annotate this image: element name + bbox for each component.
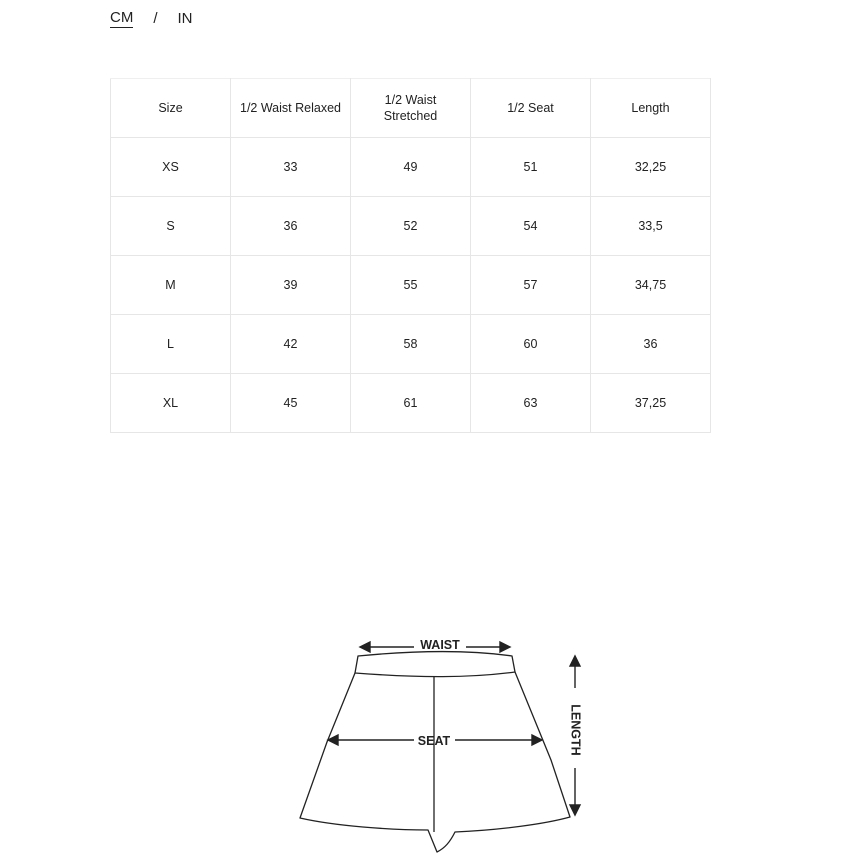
cell-seat: 63 <box>471 374 591 433</box>
cell-waist-relaxed: 45 <box>231 374 351 433</box>
unit-in-button[interactable]: IN <box>177 9 193 27</box>
shorts-outline-shape <box>300 672 570 852</box>
cell-waist-relaxed: 33 <box>231 138 351 197</box>
cell-seat: 57 <box>471 256 591 315</box>
cell-waist-relaxed: 36 <box>231 197 351 256</box>
table-row <box>111 315 711 374</box>
table-header-row <box>111 79 711 138</box>
table-row <box>111 256 711 315</box>
waist-arrow-left-icon <box>360 642 370 652</box>
table-row <box>111 374 711 433</box>
cell-size: XS <box>111 138 231 197</box>
waist-arrow-right-icon <box>500 642 510 652</box>
header-waist-stretched: 1/2 Waist Stretched <box>351 79 471 138</box>
length-arrow-down-icon <box>570 805 580 815</box>
cell-waist-stretched: 55 <box>351 256 471 315</box>
shorts-measurement-diagram <box>290 625 600 860</box>
cell-length: 34,75 <box>591 256 711 315</box>
header-size: Size <box>111 79 231 138</box>
cell-waist-stretched: 58 <box>351 315 471 374</box>
cell-size: XL <box>111 374 231 433</box>
cell-size: S <box>111 197 231 256</box>
cell-seat: 60 <box>471 315 591 374</box>
unit-toggle <box>110 7 193 29</box>
unit-cm-button[interactable]: CM <box>110 8 134 26</box>
cell-length: 33,5 <box>591 197 711 256</box>
header-waist-relaxed: 1/2 Waist Relaxed <box>231 79 351 138</box>
table-row <box>111 138 711 197</box>
cell-waist-stretched: 49 <box>351 138 471 197</box>
unit-separator: / <box>153 9 158 27</box>
header-seat: 1/2 Seat <box>471 79 591 138</box>
seat-label: SEAT <box>417 734 451 748</box>
cell-seat: 54 <box>471 197 591 256</box>
header-length: Length <box>591 79 711 138</box>
cell-size: M <box>111 256 231 315</box>
table-row <box>111 197 711 256</box>
size-chart-table <box>110 78 711 433</box>
cell-length: 36 <box>591 315 711 374</box>
waist-label: WAIST <box>420 638 460 652</box>
length-label: LENGTH <box>568 704 583 756</box>
seat-arrow-right-icon <box>532 735 542 745</box>
cell-waist-stretched: 52 <box>351 197 471 256</box>
waistband-shape <box>355 652 515 677</box>
cell-waist-relaxed: 42 <box>231 315 351 374</box>
length-arrow-up-icon <box>570 656 580 666</box>
cell-seat: 51 <box>471 138 591 197</box>
cell-length: 37,25 <box>591 374 711 433</box>
cell-waist-relaxed: 39 <box>231 256 351 315</box>
cell-waist-stretched: 61 <box>351 374 471 433</box>
cell-size: L <box>111 315 231 374</box>
cell-length: 32,25 <box>591 138 711 197</box>
